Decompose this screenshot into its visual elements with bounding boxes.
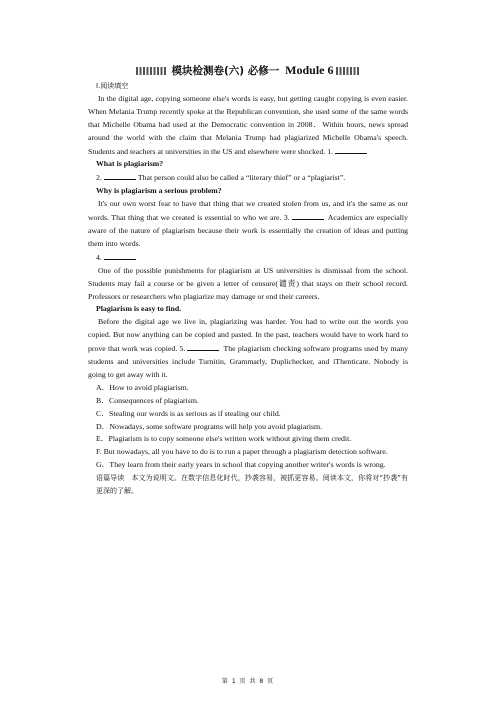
option-d: D．Nowadays, some software programs will help you avoid plagiarism. [96, 421, 323, 431]
heading-why-serious: Why is plagiarism a serious problem? [96, 186, 222, 196]
heading-easy-to-find: Plagiarism is easy to find. [96, 304, 182, 314]
paragraph-2-text: That person could also be called a “literary thief” or a “plagiarist”. [137, 173, 346, 183]
title-module: Module 6 [285, 63, 334, 77]
option-g: G．They learn from their early years in school that copying another writer's words is wrong. [96, 460, 386, 470]
question-2-number: 2. [96, 173, 102, 183]
option-f: F. But nowadays, all you have to do is to run a paper through a plagiarism detection software. [96, 447, 388, 457]
reading-guide-note: 语篇导读 本文为说明文。在数字信息化时代，抄袭容易，被抓更容易。阅读本文，你将对“抄袭”有更深的了解。 [96, 474, 408, 496]
option-b: B．Consequences of plagiarism. [96, 395, 199, 405]
option-c: C．Stealing our words is as serious as if stealing our child. [96, 408, 281, 418]
paragraph-5-text-a: Before the digital age we live in, plagiarizing was harder. You had to write out the words you copied. But now anything can be copied and pasted. In the past, teachers would have to work hard to prove that work was copied. 5. [88, 317, 408, 354]
answer-blank-4[interactable] [104, 251, 136, 260]
option-e: E．Plagiarism is to copy someone else's written work without giving them credit. [96, 434, 352, 444]
answer-blank-1[interactable] [335, 145, 367, 154]
question-4-line [88, 251, 408, 265]
paragraph-2 [88, 171, 408, 185]
heading-what-is-plagiarism: What is plagiarism? [96, 159, 164, 169]
title-main: 模块检测卷(六) 必修一 [171, 65, 280, 77]
option-a: A．How to avoid plagiarism. [96, 382, 189, 392]
page-title [0, 63, 496, 78]
paragraph-5-text-b: The plagiarism checking software programs used by many students and universities include Turnitin, Grammarly, Duplichecker, and iThenticate. Nobody is going to get away with it. [88, 344, 409, 379]
answer-blank-2[interactable] [104, 171, 136, 180]
paragraph-3 [88, 198, 408, 251]
answer-blank-3[interactable] [292, 211, 324, 220]
title-decoration-left [136, 67, 166, 75]
question-4-number: 4. [96, 252, 102, 262]
title-decoration-right [336, 67, 360, 75]
question-1-number: 1. [327, 146, 334, 156]
page-footer: 第 1 页 共 8 页 [221, 678, 275, 685]
answer-blank-5[interactable] [187, 342, 219, 351]
paragraph-4: One of the possible punishments for plagiarism at US universities is dismissal from the school. Students may fail a course or be given a letter of censure(谴责) that stays on their school record. Professors or researchers who plagiarize may damage or end their careers. [88, 265, 408, 301]
paragraph-1-text: In the digital age, copying someone else's words is easy, but getting caught copying is even easier. When Melania Trump recently spoke at the Republican convention, she used some of the same words that Michelle Obama had used at the Democratic convention in 2008．Within hours, news spread around the world with the claim that Melania Trump had plagiarized Michelle Obama's speech. Students and teachers at universities in the US and elsewhere were shocked. [88, 93, 408, 156]
section-title: Ⅰ.阅读填空 [96, 82, 129, 90]
document-body [88, 80, 408, 498]
paragraph-3-text-a: It's our own worst fear to have that thing that we created stolen from us, and it's the same as our words. That thing that we created is essential to who we are. 3. [88, 199, 408, 223]
paragraph-1 [88, 93, 408, 159]
paragraph-5 [88, 316, 408, 382]
paragraph-3-text-b: Academics are especially aware of the nature of plagiarism because their work is essentially the creation of ideas and putting them into words. [88, 213, 408, 248]
